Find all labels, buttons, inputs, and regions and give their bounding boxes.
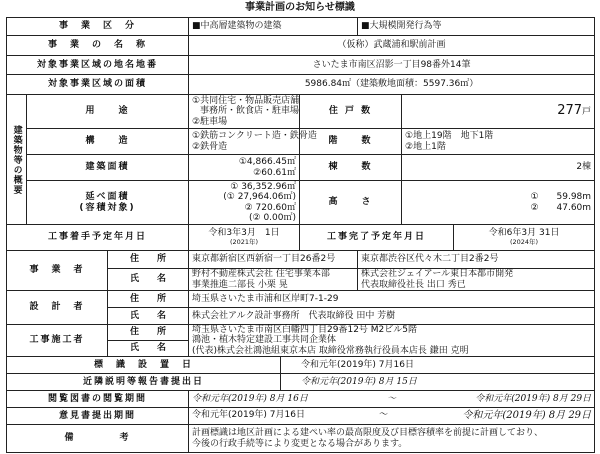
business-name-a-line: 野村不動産株式会社 住宅事業本部	[192, 269, 330, 280]
units-number: 277	[557, 103, 583, 119]
row-briefing	[7, 374, 595, 391]
remarks-line: 計画標識は地区計画による建ぺい率の最高限度及び目標容積率を前提に計画しており、	[192, 428, 544, 439]
building-area-label: 建築面積	[27, 155, 189, 181]
buildings-label: 棟 数	[300, 155, 402, 181]
row-project-name	[7, 36, 595, 56]
units-value	[402, 95, 595, 129]
area-label: 対象事業区域の面積	[7, 75, 189, 95]
viewing-to: 令和元年(2019年) 8月 29日	[475, 393, 592, 404]
sign-posted-value: 令和元年(2019年) 7月16日	[281, 357, 595, 374]
floor-area-subtitle: (容積対象)	[79, 202, 136, 213]
floor-area-title: 延べ面積	[85, 192, 130, 203]
end-date-label: 工事完了予定年月日	[300, 225, 454, 251]
row-contractor-address	[7, 325, 595, 341]
start-date-value	[189, 225, 300, 251]
contractor-line: 埼玉県さいたま市南区白幡四丁目29番12号 M2ビル5階	[192, 325, 417, 335]
floor-area-line: ① 36,352.96㎡	[230, 181, 297, 192]
row-business-address	[7, 251, 595, 269]
remarks-value	[189, 425, 595, 453]
floor-area-line: (① 27,964.06㎡)	[223, 192, 297, 203]
project-table	[6, 17, 595, 453]
start-date-main: 令和3年3月 1日	[208, 228, 280, 239]
business-name-b-line: 代表取締役社長 出口 秀已	[361, 279, 466, 290]
floor-area-label	[27, 181, 189, 225]
business-address-label: 住 所	[108, 251, 189, 269]
viewing-value	[189, 391, 595, 408]
designer-address: 埼玉県さいたま市浦和区岸町7-1-29	[189, 291, 595, 308]
units-unit: 戸	[582, 107, 592, 118]
business-label: 事 業 者	[7, 251, 108, 291]
use-line: 事務所・飲食店・駐車場	[200, 106, 300, 117]
row-designer-address	[7, 291, 595, 308]
row-area	[7, 75, 595, 95]
business-name-b	[358, 269, 595, 291]
use-label: 用 途	[27, 95, 189, 129]
buildings-value: 2棟	[402, 155, 595, 181]
use-line: ①共同住宅・物品販売店舗	[192, 95, 300, 106]
structure-value	[189, 129, 317, 155]
viewing-label: 閲覧図書の閲覧期間	[7, 391, 189, 408]
location-value: さいたま市南区沼影一丁目98番外14筆	[189, 56, 595, 75]
overview-label: 建築物等の概要	[7, 95, 27, 225]
location-label: 対象事業区域の地名地番	[7, 56, 189, 75]
remarks-line: 今後の行政手続等により変更となる場合があります。	[192, 438, 408, 449]
business-address-a: 東京都新宿区西新宿一丁目26番2号	[189, 251, 358, 269]
floor-area-line: ② 720.60㎡	[244, 202, 297, 213]
business-address-b: 東京都渋谷区代々木二丁目2番2号	[358, 251, 595, 269]
project-type-label: 事 業 区 分	[7, 18, 189, 36]
height-value	[402, 181, 595, 225]
units-label: 住 戸 数	[300, 95, 402, 129]
floor-area-line: (② 0.00㎡)	[249, 212, 297, 223]
row-remarks	[7, 425, 595, 453]
briefing-value: 令和元年(2019年) 8月 15日	[281, 374, 595, 391]
contractor-line: (代表)株式会社鴻池組東京本店 取締役常務執行役員本店長 鎌田 克明	[192, 345, 469, 356]
row-project-type	[7, 18, 595, 36]
opinion-from: 令和元年(2019年) 7月16日	[192, 410, 305, 421]
notice-title: 事業計画のお知らせ標識	[245, 2, 355, 13]
end-date-main: 令和6年3月 31日	[488, 228, 560, 239]
briefing-label: 近隣説明等報告書提出日	[7, 374, 281, 391]
building-area-value	[189, 155, 300, 181]
contractor-address-label: 住 所	[108, 325, 189, 341]
business-name-b-line: 株式会社ジェイアール東日本都市開発	[361, 269, 514, 280]
opinion-separator: 〜	[379, 410, 389, 421]
row-location	[7, 56, 595, 75]
use-line: ②駐車場	[192, 116, 228, 127]
contractor-line: 鴻池・植木特定建設工事共同企業体	[192, 335, 337, 346]
remarks-label: 備 考	[7, 425, 189, 453]
floors-line: ②地上1階	[405, 141, 446, 152]
designer-name: 株式会社アルク設計事務所 代表取締役 田中 芳樹	[189, 308, 595, 325]
building-area-line: ①4,866.45㎡	[238, 157, 297, 168]
contractor-name-label: 氏 名	[108, 341, 189, 357]
project-type-large-dev: ■大規模開発行為等	[358, 18, 595, 36]
project-type-high-rise: ■中高層建築物の建築	[189, 18, 358, 36]
opinion-label: 意見書提出期間	[7, 408, 189, 425]
floor-area-value	[189, 181, 300, 225]
project-name-label: 事 業 の 名 称	[7, 36, 189, 56]
row-floor-area	[7, 181, 595, 225]
end-date-year: (2024年)	[509, 237, 539, 246]
row-sign-posted	[7, 357, 595, 374]
structure-line: ②鉄骨造	[192, 141, 228, 152]
row-structure	[7, 129, 595, 155]
opinion-to: 令和元年(2019年) 8月 29日	[462, 410, 592, 422]
designer-address-label: 住 所	[108, 291, 189, 308]
row-schedule	[7, 225, 595, 251]
floors-value	[402, 129, 595, 155]
row-use	[7, 95, 595, 129]
row-viewing	[7, 391, 595, 408]
designer-name-label: 氏 名	[108, 308, 189, 325]
contractor-label: 工事施工者	[7, 325, 108, 357]
height-line: ① 59.98m	[530, 192, 592, 203]
structure-line: ①鉄筋コンクリート造・鉄骨造	[192, 131, 317, 142]
sign-posted-label: 標 識 設 置 日	[7, 357, 281, 374]
row-building-area	[7, 155, 595, 181]
project-name-value: （仮称）武蔵浦和駅前計画	[189, 36, 595, 56]
height-line: ② 47.60m	[530, 202, 592, 213]
designer-label: 設 計 者	[7, 291, 108, 325]
business-name-a	[189, 269, 358, 291]
floors-label: 階 数	[300, 129, 402, 155]
opinion-value	[189, 408, 595, 425]
viewing-from: 令和元年(2019年) 8月 16日	[192, 393, 308, 404]
opinion-period	[192, 410, 591, 422]
use-value	[189, 95, 300, 129]
contractor-details	[189, 325, 595, 357]
start-date-year: (2021年)	[229, 237, 259, 246]
start-date-label: 工事着手予定年月日	[7, 225, 189, 251]
area-value: 5986.84㎡（建築敷地面積：5597.36㎡）	[189, 75, 595, 95]
floors-line: ①地上19階 地下1階	[405, 131, 494, 142]
height-label: 高 さ	[300, 181, 402, 225]
row-opinion	[7, 408, 595, 425]
viewing-separator: 〜	[387, 393, 397, 404]
building-area-line: ②60.61㎡	[253, 167, 297, 178]
structure-label: 構 造	[27, 129, 189, 155]
business-name-a-line: 事業推進二部長 小栗 晃	[192, 279, 288, 290]
end-date-value	[454, 225, 595, 251]
viewing-period	[192, 394, 591, 404]
business-name-label: 氏 名	[108, 269, 189, 291]
